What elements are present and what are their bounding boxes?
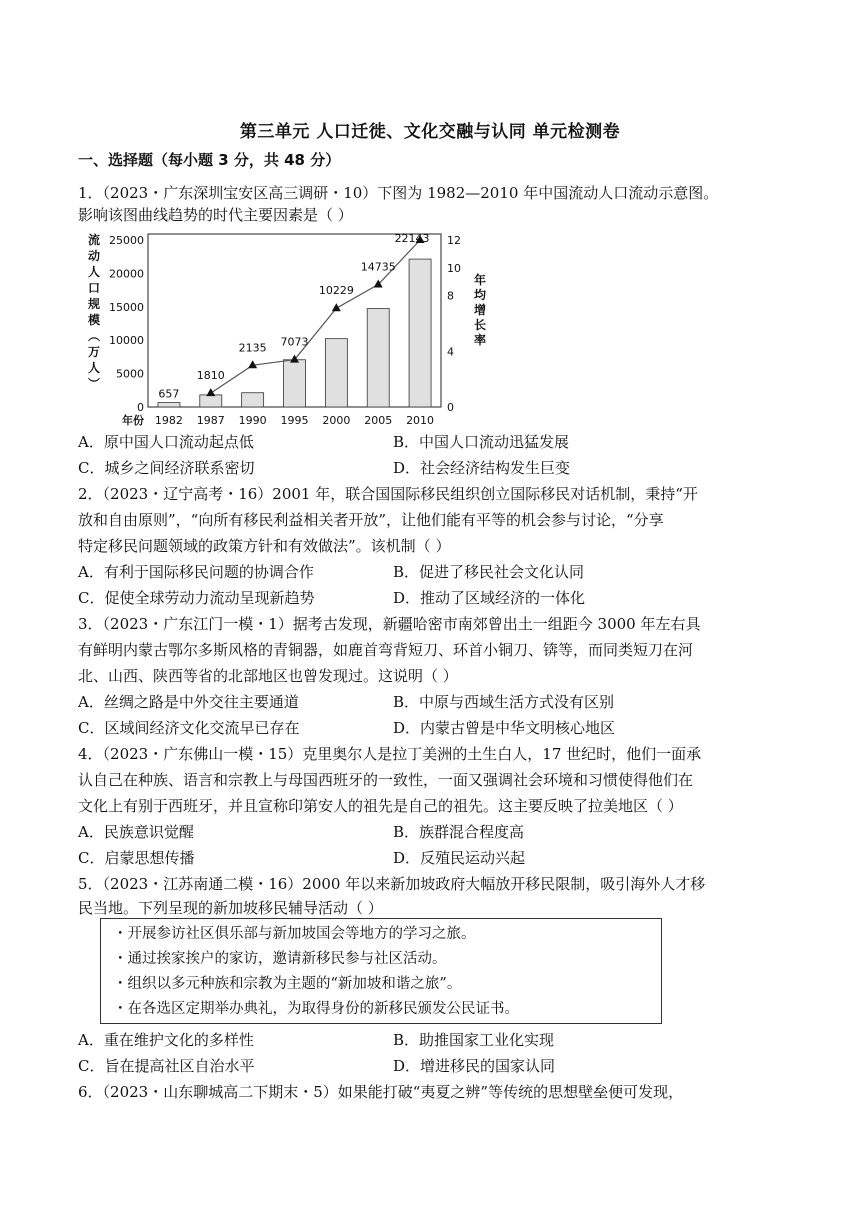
q3-option-d[interactable]: D．内蒙古曾是中华文明核心地区 [393, 719, 616, 737]
q4-stem-line3: 文化上有别于西班牙，并且宣称印第安人的祖先是自己的祖先。这主要反映了拉美地区（ ） [78, 797, 683, 815]
q1-option-b[interactable]: B．中国人口流动迅猛发展 [393, 433, 570, 451]
q3-stem-line2: 有鲜明内蒙古鄂尔多斯风格的青铜器，如鹿首弯背短刀、环首小铜刀、锛等，而同类短刀在河 [78, 641, 694, 659]
chart-y-axis-label: 流动人口规模︵万人︶ [88, 233, 101, 391]
chart-data-label: 1810 [196, 369, 225, 383]
chart-bar [200, 395, 222, 407]
chart-line-point [206, 388, 215, 396]
q5-option-d[interactable]: D．增进移民的国家认同 [393, 1057, 556, 1075]
q4-option-b[interactable]: B．族群混合程度高 [393, 823, 525, 841]
q5-activity-box [100, 918, 662, 1024]
q2-option-d[interactable]: D．推动了区域经济的一体化 [393, 589, 586, 607]
chart-y2-tick-label: 0 [447, 401, 454, 414]
chart-x-prefix-label: 年份 [122, 414, 144, 427]
chart-bar [242, 393, 264, 407]
q2-stem-line2: 放和自由原则”，“向所有移民利益相关者开放”，让他们能有平等的机会参与讨论，“分享 [78, 511, 664, 529]
chart-y2-axis-label: 年均增长率 [474, 273, 487, 347]
q4-stem-line1: 4．（2023・广东佛山一模・15）克里奥尔人是拉丁美洲的土生白人，17 世纪时，他们一面承 [78, 745, 702, 763]
q5-box-item: ・通过挨家挨户的家访，邀请新移民参与社区活动。 [113, 951, 447, 967]
q3-option-c[interactable]: C．区域间经济文化交流早已存在 [78, 719, 300, 737]
q4-option-d[interactable]: D．反殖民运动兴起 [393, 849, 526, 867]
migration-chart [78, 226, 518, 430]
q5-option-a[interactable]: A．重在维护文化的多样性 [78, 1031, 254, 1049]
chart-bar [158, 403, 180, 407]
chart-y-tick-label: 10000 [109, 334, 144, 348]
chart-data-label: 2135 [238, 341, 267, 355]
q4-option-c[interactable]: C．启蒙思想传播 [78, 849, 195, 867]
section-heading: 一、选择题（每小题 3 分，共 48 分） [78, 151, 341, 169]
q1-stem-line1: 1．（2023・广东深圳宝安区高三调研・10）下图为 1982—2010 年中国流动人口流动示意图。 [78, 184, 719, 202]
chart-y2-tick-label: 10 [447, 261, 461, 275]
q5-option-b[interactable]: B．助推国家工业化实现 [393, 1031, 555, 1049]
chart-data-label: 7073 [280, 335, 309, 349]
chart-x-tick-label: 1990 [238, 414, 267, 427]
chart-bar [325, 339, 347, 407]
q3-option-a[interactable]: A．丝绸之路是中外交往主要通道 [78, 693, 299, 711]
chart-x-tick-label: 1995 [280, 414, 309, 427]
q2-option-b[interactable]: B．促进了移民社会文化认同 [393, 563, 585, 581]
chart-x-tick-label: 1987 [196, 414, 225, 427]
q3-stem-line3: 北、山西、陕西等省的北部地区也曾发现过。这说明（ ） [78, 667, 458, 685]
q5-option-c[interactable]: C．旨在提高社区自治水平 [78, 1057, 255, 1075]
q5-stem-line1: 5．（2023・江苏南通二模・16）2000 年以来新加坡政府大幅放开移民限制，吸引海外人才移 [78, 875, 706, 893]
chart-y-tick-label: 20000 [109, 267, 144, 281]
chart-x-tick-label: 2005 [364, 414, 393, 427]
q5-box-item: ・组织以多元种族和宗教为主题的“新加坡和谐之旅”。 [113, 976, 462, 992]
chart-y-tick-label: 5000 [116, 367, 144, 381]
chart-bar [284, 360, 306, 407]
q1-option-a[interactable]: A．原中国人口流动起点低 [78, 433, 254, 451]
chart-x-tick-label: 1982 [154, 414, 183, 427]
q2-stem-line3: 特定移民问题领域的政策方针和有效做法”。该机制（ ） [78, 537, 451, 555]
chart-y2-tick-label: 12 [447, 234, 461, 247]
chart-data-label: 10229 [318, 284, 354, 298]
chart-y-tick-label: 0 [137, 401, 144, 414]
chart-y-tick-label: 15000 [109, 300, 144, 314]
q1-option-d[interactable]: D．社会经济结构发生巨变 [393, 459, 571, 477]
chart-bar [409, 259, 431, 407]
chart-y2-tick-label: 4 [447, 345, 454, 359]
q4-option-a[interactable]: A．民族意识觉醒 [78, 823, 194, 841]
chart-bar [367, 309, 389, 407]
chart-data-label: 22143 [394, 232, 430, 245]
page-title: 第三单元 人口迁徙、文化交融与认同 单元检测卷 [239, 122, 621, 142]
chart-y-tick-label: 25000 [109, 234, 144, 247]
q3-stem-line1: 3．（2023・广东江门一模・1）据考古发现，新疆哈密市南郊曾出土一组距今 3000 年左右具 [78, 615, 701, 633]
chart-data-label: 14735 [360, 260, 396, 274]
q5-box-item: ・开展参访社区俱乐部与新加坡国会等地方的学习之旅。 [113, 926, 476, 942]
chart-data-label: 657 [158, 387, 180, 401]
chart-x-tick-label: 2000 [322, 414, 351, 427]
q2-stem-line1: 2．（2023・辽宁高考・16）2001 年，联合国国际移民组织创立国际移民对话机制，秉持“开 [78, 485, 698, 503]
q3-option-b[interactable]: B．中原与西域生活方式没有区别 [393, 693, 615, 711]
q5-stem-line2: 民当地。下列呈现的新加坡移民辅导活动（ ） [78, 899, 383, 917]
chart-line-point [332, 303, 341, 311]
q2-option-c[interactable]: C．促使全球劳动力流动呈现新趋势 [78, 589, 315, 607]
q1-stem-line2: 影响该图曲线趋势的时代主要因素是（ ） [78, 206, 353, 224]
q4-stem-line2: 认自己在种族、语言和宗教上与母国西班牙的一致性，一面又强调社会环境和习惯使得他们在 [78, 771, 694, 789]
q1-option-c[interactable]: C．城乡之间经济联系密切 [78, 459, 255, 477]
q2-option-a[interactable]: A．有利于国际移民问题的协调合作 [78, 563, 314, 581]
chart-y2-tick-label: 8 [447, 289, 454, 303]
chart-x-tick-label: 2010 [406, 414, 435, 427]
q6-stem-line1: 6．（2023・山东聊城高二下期末・5）如果能打破“夷夏之辨”等传统的思想壁垒便可发现， [78, 1083, 684, 1101]
q5-box-item: ・在各选区定期举办典礼，为取得身份的新移民颁发公民证书。 [113, 1001, 519, 1017]
